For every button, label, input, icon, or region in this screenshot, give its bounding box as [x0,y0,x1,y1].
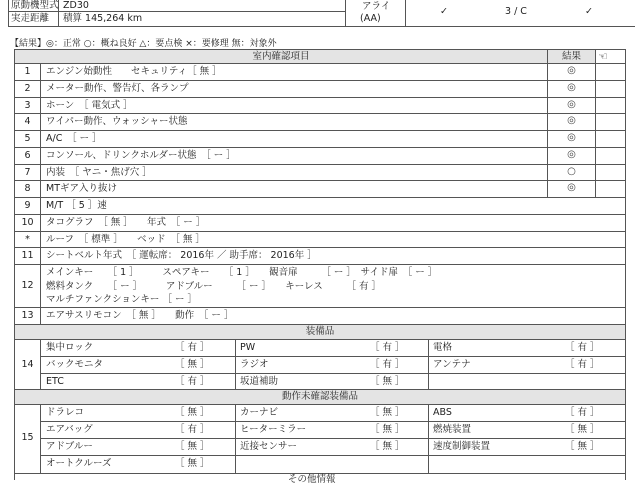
row-divider [14,147,626,148]
equipment-title: 装備品 [15,325,625,339]
equipment-name: オートクルーズ [46,458,112,469]
equipment-name: アンテナ [433,359,471,370]
equipment-status: ［ 有 ］ [370,342,405,353]
check-item-text: シートベルト年式 ［ 運転席： 2016年 ／ 助手席： 2016年 ］ [46,250,317,262]
equipment-status: ［ 有 ］ [565,359,600,370]
row-number: 11 [21,250,34,262]
equipment-status: ［ 有 ］ [175,342,210,353]
row-12-line-1: メインキー ［ 1 ］ スペアキー ［ 1 ］ 観音扉 ［ ー ］ サイド扉 ［ ー ］ [46,267,438,278]
alignment-label: アライ [362,1,391,12]
equipment-status: ［ 有 ］ [175,424,210,435]
row-number: 8 [24,183,31,195]
row-divider [14,264,626,265]
equipment-name: 燃焼装置 [433,424,472,435]
other-info-title: その他情報 [288,474,336,485]
row-divider [14,197,626,198]
equipment-status: ［ 無 ］ [565,441,600,452]
equipment-status: ［ 無 ］ [370,441,405,452]
row-divider [14,164,626,165]
check-item-text: タコグラフ ［ 無 ］ 年式 ［ ー ］ [46,216,206,228]
row-number: 3 [24,99,31,111]
equipment-name: 速度制御装置 [433,441,491,452]
row-14-number: 14 [21,359,34,370]
check-item-text: メーター動作、警告灯、各ランプ [46,82,189,94]
row-divider [14,113,626,114]
row-number: 5 [24,133,31,144]
result-mark: ◎ [567,132,576,143]
equipment-name: PW [240,342,256,353]
result-mark: ◎ [567,81,576,93]
equipment-name: アドブルー [46,441,93,452]
row-number: 4 [24,116,31,128]
row-divider [14,180,626,181]
check-item-text: M/T ［ 5 ］速 [46,200,107,211]
engine-model-value: ZD30 [63,0,89,11]
row-13-text: エアサスリモコン ［ 無 ］ 動作 ［ ー ］ [46,310,234,321]
row-number: 2 [24,82,31,94]
check-item-text: MTギア入り抜け [46,183,117,195]
row-divider [14,130,626,131]
equipment-status: ［ 有 ］ [175,376,210,387]
row-number: 9 [24,200,31,211]
equipment-status: ［ 無 ］ [370,424,405,435]
row-number: 1 [24,66,31,77]
equipment-status: ［ 無 ］ [175,359,210,370]
result-header: 結果 [548,50,595,63]
alignment-check-1: ✓ [440,6,448,17]
row-divider [14,247,626,248]
result-mark: ○ [567,165,576,177]
row-12-line-3: マルチファンクションキー ［ ー ］ [46,294,197,305]
check-item-text: A/C ［ ー ］ [46,133,102,144]
row-divider [14,214,626,215]
equipment-status: ［ 無 ］ [175,407,210,418]
alignment-check-2: ✓ [585,6,593,17]
row-15-number: 15 [21,432,34,443]
row-divider [14,231,626,232]
result-mark: ◎ [567,98,576,110]
indoor-check-title: 室内確認項目 [15,50,547,63]
mileage-label: 実走距離 [11,13,50,24]
engine-model-label: 原動機型式 [11,0,59,11]
equipment-name: ABS [433,407,452,418]
check-item-text: エンジン始動性 セキュリティ［ 無 ］ [46,66,222,77]
check-item-text: 内装 ［ ヤニ・焦げ穴 ］ [46,166,152,178]
equipment-status: ［ 無 ］ [175,458,210,469]
result-legend: 【結果】◎：正常 ○：概ね良好 △：要点検 ×：要修理 無：対象外 [10,39,277,49]
row-number: 6 [24,149,31,161]
equipment-name: エアバッグ [46,424,93,435]
equipment-name: ラジオ [240,359,269,370]
row-divider [14,80,626,81]
alignment-value: 3 / C [505,6,527,17]
row-12-line-2: 燃料タンク ［ ー ］ アドブルー ［ ー ］ キーレス ［ 有 ］ [46,281,382,292]
equipment-status: ［ 無 ］ [370,376,405,387]
equipment-status: ［ 有 ］ [565,342,600,353]
result-mark: ◎ [567,148,576,160]
result-mark: ◎ [567,65,576,76]
equipment-name: バックモニタ [46,359,104,370]
equipment-name: ヒーターミラー [240,424,307,435]
check-item-text: ワイパー動作、ウォッシャー状態 [46,116,188,128]
equipment-name: 坂道補助 [240,376,279,387]
row-number: 10 [21,216,34,228]
check-item-text: ホーン ［ 電気式 ］ [46,99,133,111]
equipment-status: ［ 無 ］ [565,424,600,435]
equipment-name: 集中ロック [46,342,94,353]
check-item-text: コンソール、ドリンクホルダー状態 ［ ー ］ [46,149,236,161]
row-12-number: 12 [21,280,34,291]
row-number: * [25,233,30,245]
equipment-name: ETC [46,376,64,387]
equipment-name: 近接センサー [240,441,298,452]
equipment-status: ［ 無 ］ [175,441,210,452]
result-mark: ◎ [567,115,576,127]
row-divider [14,97,626,98]
row-13-number: 13 [21,310,34,321]
hand-icon: ☜ [598,50,608,63]
check-item-text: ルーフ ［ 標準 ］ ベッド ［ 無 ］ [46,233,205,245]
row-number: 7 [24,166,31,178]
equipment-status: ［ 有 ］ [370,359,405,370]
equipment-name: ドラレコ [46,407,85,418]
equipment-status: ［ 有 ］ [565,407,600,418]
equipment-status: ［ 無 ］ [370,407,405,418]
equipment-name: カーナビ [240,407,279,418]
result-mark: ◎ [567,182,576,194]
unverified-equipment-title: 動作未確認装備品 [15,390,625,404]
equipment-name: 電格 [433,342,453,353]
mileage-value: 積算 145,264 km [63,13,143,24]
alignment-sub: (AA) [360,13,381,24]
